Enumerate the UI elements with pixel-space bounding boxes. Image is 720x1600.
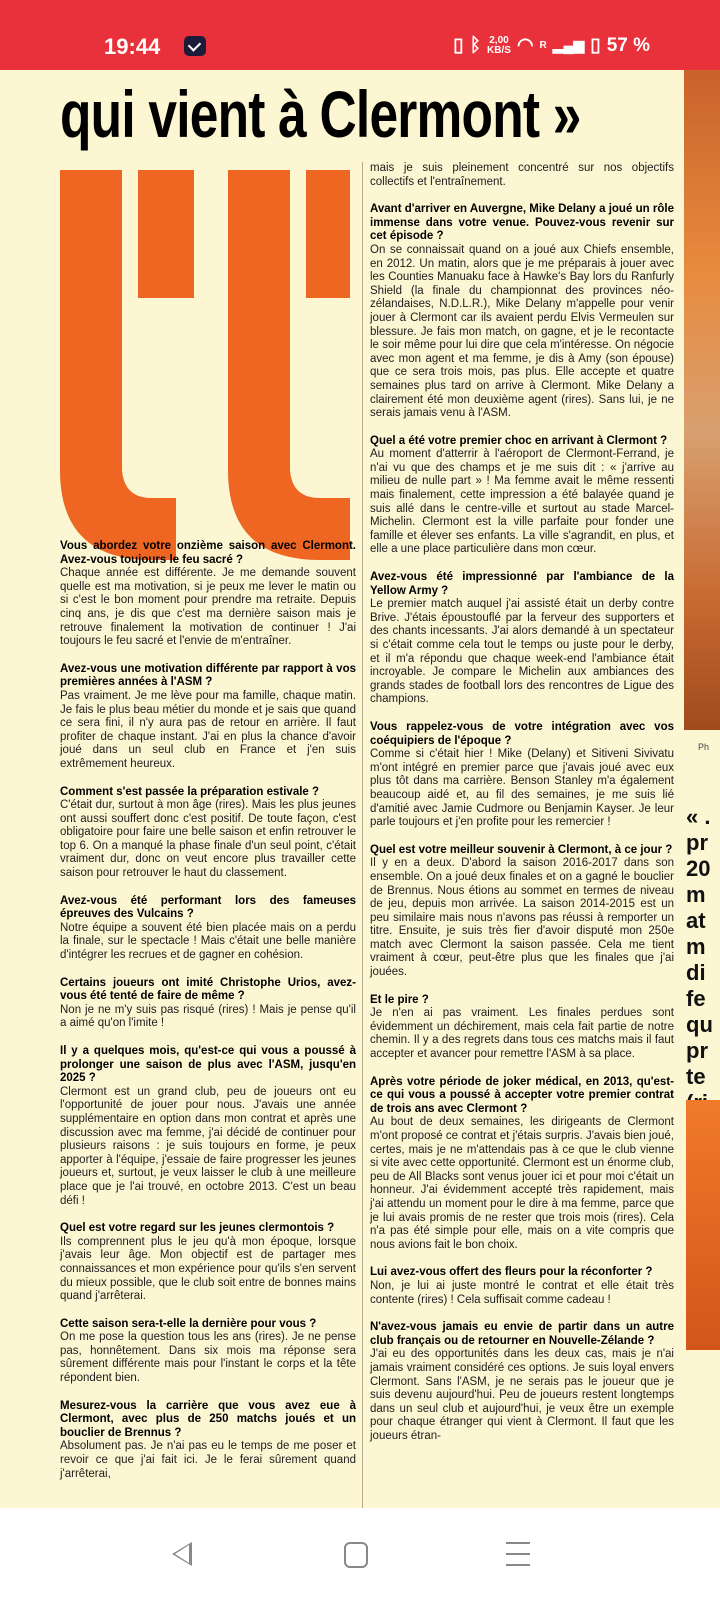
answer: On se connaissait quand on a joué aux Chiefs ensemble, en 2012. Un matin, alors que je me préparais à jouer avec les Counties Manuaku face à Hawke's Bay lors du Ranfurly Shield (la finale du championnat des provinces néo-zélandaises, N.D.L.R.), Mike Delany m'appelle pour venir jouer à Clermont car ils avaient perdu Elvis Vermeulen sur blessure. Je fais mon match, on gagne, et je le recontacte le soir même pour lui dire que cela m'intéresse. On négocie avec mon agent et ma femme, je dis à Amy (son épouse) que ce sera trois mois, pas plus. Elle accepte et quatre semaines plus tard on arrive à Clermont. Mike Delany a clairement été mon deuxième agent (rires). Sans lui, je ne serais jamais venu à l'ASM.	[370, 243, 674, 420]
roaming-indicator: R	[539, 40, 547, 51]
answer: Notre équipe a souvent été bien placée mais on a perdu la finale, sur le spectacle ! Mais c'était une belle manière d'intégrer les recrues et de gagner en cohésion.	[60, 921, 356, 962]
answer: Absolument pas. Je n'ai pas eu le temps de me poser et revoir ce que j'ai fait ici. Je le ferai sûrement quand j'arrêterai,	[60, 1440, 356, 1480]
answer: Non je ne m'y suis pas risqué (rires) ! Mais je pense qu'il a aimé qu'on l'imite !	[60, 1003, 356, 1030]
answer: Le premier match auquel j'ai assisté était un derby contre Brive. J'étais époustouflé par la ferveur des supporters et des chants incessants. J'ai alors demandé à un spectateur si c'était comme cela tout le temps ou juste pour le derby, et il m'a répondu que chaque week-end l'ambiance était incroyable. Je compare le Michelin aux ambiances des grands stades de football lors des rencontres de Ligue des champions.	[370, 598, 674, 706]
question: Vous rappelez-vous de votre intégration avec vos coéquipiers de l'époque ?	[370, 720, 674, 747]
question: Cette saison sera-t-elle la dernière pour vous ?	[60, 1317, 317, 1330]
photo-credit: Ph	[698, 742, 710, 752]
answer: Ils comprennent plus le jeu qu'à mon époque, lorsque j'avais leur âge. Mon objectif est de partager mes connaissances et mon expérience pour qu'ils s'en servent du mieux possible, que le club soit entre de bonnes mains quand j'arrêterai.	[60, 1235, 356, 1303]
recent-apps-icon[interactable]	[506, 1542, 530, 1566]
question: Après votre période de joker médical, en 2013, qu'est-ce qui vous a poussé à accepter votre premier contrat de trois ans avec Clermont ?	[370, 1075, 674, 1115]
column-divider	[362, 162, 363, 1508]
question: Avez-vous été impressionné par l'ambiance de la Yellow Army ?	[370, 571, 674, 597]
quote-mark-left-top	[138, 170, 194, 298]
answer: Pas vraiment. Je me lève pour ma famille, chaque matin. Je fais le plus beau métier du monde et je sais que quand ce sera fini, il n'y aura pas de retour en arrière. Il faut profiter de chaque instant. J'ai en plus la chance d'avoir joué dans un seul club en France et j'en suis extrêmement heureux.	[60, 689, 356, 770]
cropped-orange-graphic	[686, 1100, 720, 1350]
question: Lui avez-vous offert des fleurs pour la réconforter ?	[370, 1266, 653, 1279]
answer: Je n'en ai pas vraiment. Les finales perdues sont évidemment un déchirement, mais cela fait partie de notre chemin. Il y a des regrets dans tous ces matchs mais il faut accepter et avancer pour remettre l'ASM à sa place.	[370, 1007, 674, 1061]
question: Avez-vous une motivation différente par rapport à vos premières années à l'ASM ?	[60, 662, 356, 689]
question: Quel est votre regard sur les jeunes clermontois ?	[60, 1222, 335, 1235]
question: Vous abordez votre onzième saison avec Clermont. Avez-vous toujours le feu sacré ?	[60, 540, 356, 566]
quote-mark-right-top	[306, 170, 350, 298]
net-speed: 2,00 KB/S	[487, 34, 511, 56]
answer: Au bout de deux semaines, les dirigeants de Clermont m'ont proposé ce contrat et j'étais surpris. J'avais bien joué, certes, mais je ne m'attendais pas à ce que le club vienne si vite avec cette opportunité. Clermont est un énorme club, peu de All Blacks sont venus jouer ici et pour moi c'était un honneur. J'ai évidemment accepté très rapidement, mais j'ai attendu un moment pour le dire à ma femme, parce que je lui avais promis de ne rester que trois mois (rires). Cela n'a pas été simple pour elle, mais on a vite compris que nous avions fait le bon choix.	[370, 1116, 674, 1251]
next-page-strip	[684, 70, 720, 1508]
status-indicators	[453, 34, 650, 57]
question: Mesurez-vous la carrière que vous avez eue à Clermont, avec plus de 250 matchs joués et un bouclier de Brennus ?	[60, 1399, 356, 1439]
battery-level: 57 %	[606, 34, 650, 56]
navigation-bar	[0, 1508, 720, 1600]
answer: Chaque année est différente. Je me demande souvent quelle est ma motivation, si je peux me lever le matin ou si c'est le bon moment pour prendre ma retraite. Depuis cinq ans, je dis que c'est ma dernière saison mais je retrouve finalement la motivation de continuer ! J'ai toujours le feu sacré et l'envie de m'entraîner.	[60, 567, 356, 648]
answer: Il y en a deux. D'abord la saison 2016-2017 dans son ensemble. On a joué deux finales et on a gagné le bouclier de Brennus. Nous étions au sommet en termes de niveau de jeu, depuis mon arrivée. La saison 2014-2015 est un peu similaire mais nous n'avons pas réussi à remporter un titre. Ensuite, je suis très fier d'avoir disputé mon 250e match avec Clermont la saison passée. Cela me tient vraiment à cœur, peut-être plus que les finales que j'ai jouées.	[370, 857, 674, 979]
article-page[interactable]	[0, 70, 720, 1508]
answer: Non, je lui ai juste montré le contrat et elle était très contente (rires) ! Cela suffisait comme cadeau !	[370, 1279, 674, 1306]
answer: J'ai eu des opportunités dans les deux cas, mais je n'ai jamais vraiment considéré ces options. Je suis loyal envers Clermont. Sans l'ASM, je ne serais pas le joueur que je suis devenu aujourd'hui. Peu de joueurs restent longtemps dans un seul club et aujourd'hui, je veux être un exemple pour chaque étranger qui vient à Clermont. Il faut que les joueurs étran-	[370, 1348, 674, 1442]
question: Avant d'arriver en Auvergne, Mike Delany a joué un rôle immense dans votre venue. Pouvez-vous revenir sur cet épisode ?	[370, 203, 674, 243]
answer: Clermont est un grand club, peu de joueurs ont eu l'opportunité de jouer pour nous. J'avais une année supplémentaire en option dans mon contrat et après une discussion avec ma femme, j'ai décidé de continuer pour plusieurs raisons : je suis toujours en forme, je peux apporter à l'équipe, j'essaie de faire progresser les jeunes joueurs et, surtout, je veux laisser le club à une meilleure place que je l'ai trouvé, en octobre 2013. C'est un beau défi !	[60, 1085, 356, 1207]
cropped-pull-quote: « . pr 20 m at m di fe qu pr te	[686, 804, 713, 1089]
article-column-right	[370, 162, 674, 1457]
bluetooth-icon: ᛒ	[469, 34, 482, 56]
home-icon[interactable]	[344, 1542, 368, 1568]
question: Avez-vous été performant lors des fameuses épreuves des Vulcains ?	[60, 894, 356, 921]
wifi-icon: ◠	[516, 35, 534, 56]
question: Il y a quelques mois, qu'est-ce qui vous a poussé à prolonger une saison de plus avec l'ASM, jusqu'en 2025 ?	[60, 1045, 356, 1085]
answer: C'était dur, surtout à mon âge (rires). Mais les plus jeunes ont aussi souffert donc c'est positif. De toute façon, c'est obligatoire pour faire une belle saison et enfin retrouver le top 6. On a manqué la phase finale d'un seul point, c'était vraiment dur, donc on veut encore plus travailler cette saison pour retrouver le haut du classement.	[60, 799, 356, 880]
question: Quel a été votre premier choc en arrivant à Clermont ?	[370, 434, 668, 447]
answer: Comme si c'était hier ! Mike (Delany) et Sitiveni Sivivatu m'ont intégré en premier parce que j'avais joué avec eux plus tôt dans ma carrière. Benson Stanley m'a également beaucoup aidé et, au fil des semaines, je me suis lié d'amitié avec Jamie Cudmore ou Benjamin Kayser. Je leur parle toujours et j'en profite pour les remercier !	[370, 748, 674, 829]
status-time: 19:44	[104, 34, 161, 59]
question: N'avez-vous jamais eu envie de partir dans un autre club français ou de retourner en Nouvelle-Zélande ?	[370, 1321, 674, 1347]
answer: On me pose la question tous les ans (rires). Je ne pense pas, honnêtement. Dans six mois ma réponse sera sûrement différente mais pour l'instant le corps et la tête répondent bien.	[60, 1331, 356, 1385]
quote-mark-graphic	[60, 170, 350, 560]
signal-icon: ▂▄▆	[552, 37, 585, 53]
question: Certains joueurs ont imité Christophe Urios, avez-vous été tenté de faire de même ?	[60, 976, 356, 1003]
article-headline: qui vient à Clermont »	[60, 77, 581, 151]
vibrate-icon: ▯	[453, 35, 464, 56]
back-icon[interactable]	[172, 1542, 192, 1566]
answer: Au moment d'atterrir à l'aéroport de Clermont-Ferrand, je n'ai vu que des champs et je me suis dit : « j'arrive au milieu de nulle part » ! Ma femme avait le même ressenti mais finalement, cette impression a été balayée quand je suis allé dans le centre-ville et surtout au stade Marcel-Michelin. Clermont est la ville parfaite pour fonder une famille et élever ses enfants. La ville s'agrandit, en plus, et elle a une place particulière dans mon cœur.	[370, 448, 674, 556]
cropped-photo	[684, 70, 720, 730]
status-bar	[0, 0, 720, 70]
article-column-left	[60, 540, 356, 1495]
question: Et le pire ?	[370, 993, 429, 1006]
battery-icon: ▯	[590, 35, 601, 56]
notification-icon	[184, 36, 206, 56]
question: Quel est votre meilleur souvenir à Clermont, à ce jour ?	[370, 843, 673, 856]
question: Comment s'est passée la préparation estivale ?	[60, 785, 320, 798]
continued-text: mais je suis pleinement concentré sur nos objectifs collectifs et l'entraînement.	[370, 162, 674, 188]
